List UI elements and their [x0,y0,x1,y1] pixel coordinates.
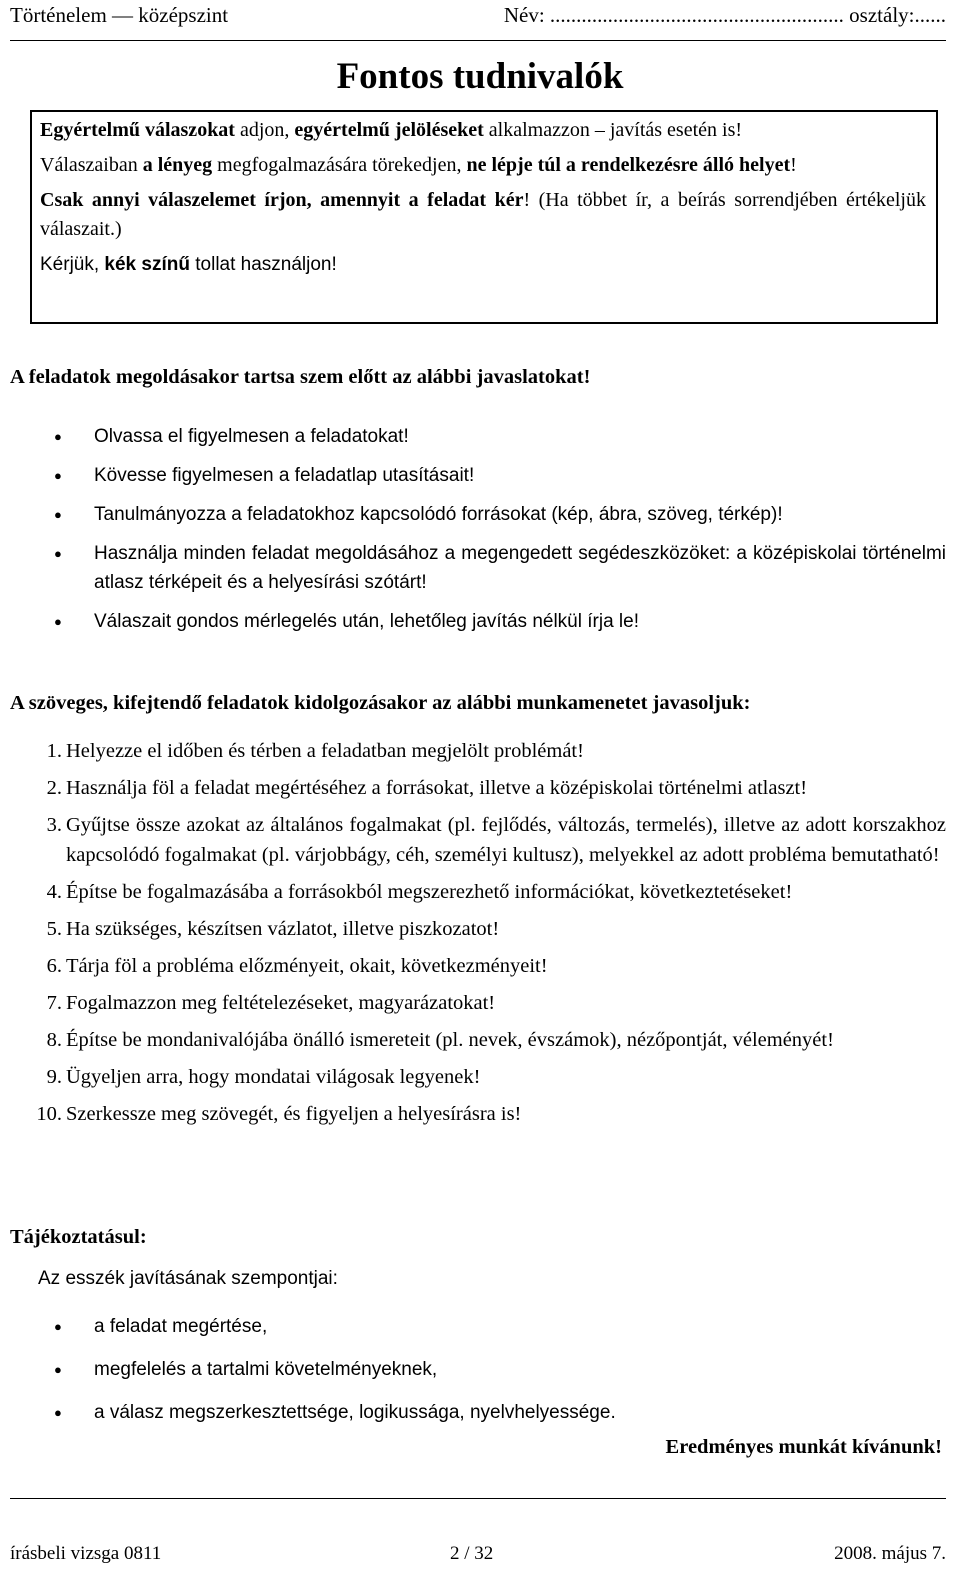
list-item: 9. Ügyeljen arra, hogy mondatai világosak legyenek! [46,1066,481,1088]
list-item: 4. Építse be fogalmazásába a forrásokból megszerezhető információkat, következtetéseket! [46,881,793,903]
footer-divider [10,1498,946,1499]
list-item: 5. Ha szükséges, készítsen vázlatot, illetve piszkozatot! [46,918,500,940]
list-item: ● Olvassa el figyelmesen a feladatokat! [10,422,946,451]
name-class-field: Név: ........................................................ osztály:...... [503,3,946,27]
list-item: ● Használja minden feladat megoldásához a megengedett segédeszközöket: a középiskolai történelmi atlasz térképeit és a helyesírási szótárt! [10,539,946,597]
method-steps [10,736,946,1136]
closing-text: Eredményes munkát kívánunk! [665,1436,942,1458]
list-item: 6. Tárja föl a probléma előzményeit, okait, következményeit! [46,955,548,977]
list-item: ● a feladat megértése, [10,1312,616,1355]
list-item: ● a válasz megszerkesztettsége, logikussága, nyelvhelyessége. [10,1398,616,1441]
list-item: ● megfelelés a tartalmi követelményeknek, [10,1355,616,1398]
list-item: 8. Építse be mondanivalójába önálló ismereteit (pl. nevek, évszámok), nézőpontját, véleményét! [46,1029,834,1051]
instruction-3: Csak annyi válaszelemet írjon, amennyit a feladat kér! (Ha többet ír, a beírás sorrendjében értékeljük válaszait.) [40,189,926,240]
subject-label: Történelem — középszint [10,3,229,27]
list-item: 3. Gyűjtse össze azokat az általános fogalmakat (pl. fejlődés, változás, termelés), illetve az adott korszakhoz kapcsolódó fogalmakat (pl. várjobbágy, céh, személyi kultusz), melyekkel az adott probléma bemutatható! [46,814,946,866]
list-item: ● Tanulmányozza a feladatokhoz kapcsolódó forrásokat (kép, ábra, szöveg, térkép)! [10,500,946,529]
info-heading: Tájékoztatásul: [10,1226,147,1248]
criteria-list [10,1312,616,1441]
exam-date: 2008. május 7. [834,1543,946,1564]
page-header [10,0,946,41]
instruction-4: Kérjük, kék színű tollat használjon! [40,254,337,275]
instructions-box [30,110,938,324]
suggestions-list [10,422,946,646]
list-item: 7. Fogalmazzon meg feltételezéseket, magyarázatokat! [46,992,496,1014]
list-item: ● Kövesse figyelmesen a feladatlap utasításait! [10,461,946,490]
method-heading: A szöveges, kifejtendő feladatok kidolgozásakor az alábbi munkamenetet javasoljuk: [10,692,751,714]
suggestions-heading: A feladatok megoldásakor tartsa szem előtt az alábbi javaslatokat! [10,366,591,388]
page-number: 2 / 32 [450,1543,494,1564]
list-item: 1. Helyezze el időben és térben a feladatban megjelölt problémát! [46,740,584,762]
exam-code: írásbeli vizsga 0811 [10,1543,162,1564]
page-title: Fontos tudnivalók [336,56,624,97]
instruction-2: Válaszaiban a lényeg megfogalmazására törekedjen, ne lépje túl a rendelkezésre álló helyet! [40,154,797,176]
list-item: 2. Használja föl a feladat megértéséhez a forrásokat, illetve a középiskolai történelmi atlaszt! [46,777,808,799]
instruction-1: Egyértelmű válaszokat adjon, egyértelmű jelöléseket alkalmazzon – javítás esetén is! [40,119,743,141]
info-subheading: Az esszék javításának szempontjai: [38,1268,338,1289]
list-item: ● Válaszait gondos mérlegelés után, lehetőleg javítás nélkül írja le! [10,607,946,636]
list-item: 10. Szerkessze meg szövegét, és figyeljen a helyesírásra is! [36,1103,522,1125]
